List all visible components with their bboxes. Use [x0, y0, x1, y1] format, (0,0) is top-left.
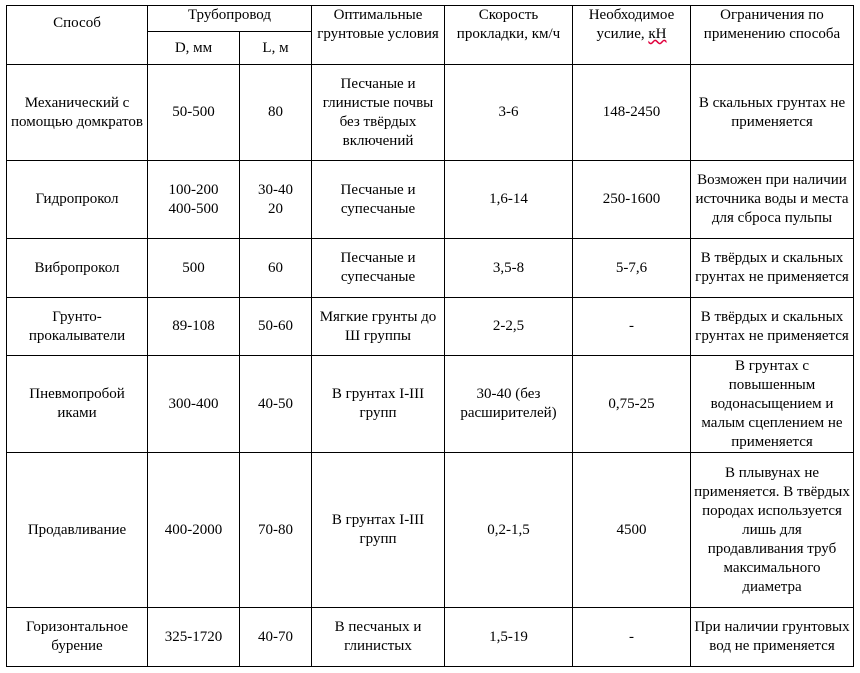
- cell-length: [240, 298, 312, 356]
- cell-limits: При наличии грунтовых вод не применяется: [691, 608, 854, 667]
- cell-speed: 0,2-1,5: [445, 453, 573, 608]
- methods-table: [6, 5, 854, 667]
- cell-diameter-value: 500: [182, 259, 205, 276]
- cell-diameter-value: 400-2000: [164, 521, 223, 538]
- header-length: L, м: [240, 32, 312, 65]
- cell-soil: В песчаных и глинистых: [312, 608, 445, 667]
- header-force-unit: кН: [648, 26, 667, 42]
- table-row: [7, 239, 854, 298]
- header-force-label: Необходимое усилие,: [588, 7, 675, 42]
- cell-force: 148-2450: [573, 65, 691, 161]
- cell-method: Гидропрокол: [7, 161, 148, 239]
- cell-length: [240, 453, 312, 608]
- cell-diameter: [148, 453, 240, 608]
- cell-soil: В грунтах I-III групп: [312, 453, 445, 608]
- cell-diameter-value: 89-108: [172, 318, 215, 334]
- cell-diameter: [148, 239, 240, 298]
- table-row: [7, 161, 854, 239]
- cell-length: [240, 356, 312, 453]
- cell-soil: Песчаные и супесчаные: [312, 239, 445, 298]
- cell-soil: В грунтах I-III групп: [312, 356, 445, 453]
- cell-force: 250-1600: [573, 161, 691, 239]
- cell-limits: В твёрдых и скальных грунтах не применяется: [691, 298, 854, 356]
- table-row: [7, 298, 854, 356]
- cell-speed: 2-2,5: [445, 298, 573, 356]
- table-row: [7, 356, 854, 453]
- cell-force: 4500: [573, 453, 691, 608]
- cell-method: Механический с помощью домкратов: [7, 65, 148, 161]
- cell-method: Пневмопробой иками: [7, 356, 148, 453]
- cell-force: 5-7,6: [573, 239, 691, 298]
- cell-diameter: [148, 161, 240, 239]
- cell-method: Грунто-прокалыватели: [7, 298, 148, 356]
- cell-soil: Песчаные и супесчаные: [312, 161, 445, 239]
- header-force: [573, 6, 691, 65]
- cell-speed: 3-6: [445, 65, 573, 161]
- cell-length-value: 40-50: [258, 395, 293, 412]
- header-pipeline: Трубопровод: [148, 6, 312, 32]
- cell-diameter: [148, 65, 240, 161]
- cell-soil: Песчаные и глинистые почвы без твёрдых включений: [312, 65, 445, 161]
- cell-force: -: [573, 608, 691, 667]
- cell-length-value: 20: [268, 200, 283, 217]
- cell-length-value: 40-70: [258, 628, 293, 645]
- cell-limits: В плывунах не применяется. В твёрдых породах используется лишь для продавливания труб максимального диаметра: [691, 453, 854, 608]
- table-row: [7, 65, 854, 161]
- cell-length: [240, 608, 312, 667]
- cell-speed: 3,5-8: [445, 239, 573, 298]
- cell-length-value: 30-40: [258, 181, 293, 198]
- cell-diameter-value: 100-200: [168, 181, 219, 198]
- cell-force: 0,75-25: [573, 356, 691, 453]
- cell-length: [240, 239, 312, 298]
- cell-diameter-value: 325-1720: [164, 628, 223, 645]
- header-method: Способ: [7, 6, 148, 65]
- header-soil: Оптимальные грунтовые условия: [312, 6, 445, 65]
- cell-length: [240, 65, 312, 161]
- header-diameter: D, мм: [148, 32, 240, 65]
- cell-length-value: 50-60: [258, 318, 293, 334]
- header-limits: Ограничения по применению способа: [691, 6, 854, 65]
- cell-diameter-value: 300-400: [168, 395, 219, 412]
- cell-speed: 30-40 (без расширителей): [445, 356, 573, 453]
- table-row: [7, 608, 854, 667]
- cell-limits: В твёрдых и скальных грунтах не применяется: [691, 239, 854, 298]
- table-row: [7, 453, 854, 608]
- header-speed: Скорость прокладки, км/ч: [445, 6, 573, 65]
- cell-length-value: 80: [268, 104, 283, 120]
- cell-diameter-value: 50-500: [172, 104, 215, 120]
- cell-diameter: [148, 608, 240, 667]
- cell-limits: Возможен при наличии источника воды и места для сброса пульпы: [691, 161, 854, 239]
- cell-length-value: 60: [268, 259, 283, 276]
- cell-method: Горизонтальное бурение: [7, 608, 148, 667]
- cell-force: -: [573, 298, 691, 356]
- cell-speed: 1,5-19: [445, 608, 573, 667]
- cell-diameter: [148, 356, 240, 453]
- cell-length-value: 70-80: [258, 521, 293, 538]
- cell-soil: Мягкие грунты до Ш группы: [312, 298, 445, 356]
- cell-limits: В скальных грунтах не применяется: [691, 65, 854, 161]
- cell-length: [240, 161, 312, 239]
- cell-speed: 1,6-14: [445, 161, 573, 239]
- cell-method: Продавливание: [7, 453, 148, 608]
- cell-diameter-value: 400-500: [168, 200, 219, 217]
- cell-limits: В грунтах с повышенным водонасыщением и малым сцеплением не применяется: [691, 356, 854, 453]
- cell-method: Вибропрокол: [7, 239, 148, 298]
- cell-diameter: [148, 298, 240, 356]
